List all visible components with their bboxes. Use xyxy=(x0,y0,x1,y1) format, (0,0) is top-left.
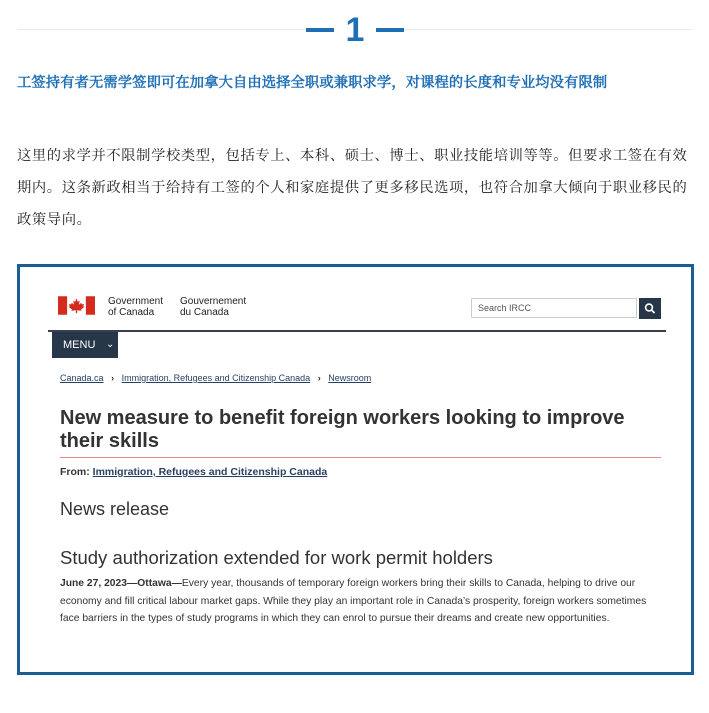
breadcrumb-newsroom[interactable]: Newsroom xyxy=(328,373,372,383)
breadcrumb-canada[interactable]: Canada.ca xyxy=(60,373,104,383)
canada-flag-icon xyxy=(58,296,95,315)
news-release-label: News release xyxy=(60,499,170,519)
title-rule xyxy=(60,457,661,458)
breadcrumb-ircc[interactable]: Immigration, Refugees and Citizenship Canada xyxy=(121,373,311,383)
section-header xyxy=(0,0,709,60)
from-line xyxy=(60,466,327,478)
section-headline: 工签持有者无需学签即可在加拿大自由选择全职或兼职求学，对课程的长度和专业均没有限制 xyxy=(17,75,608,91)
search-icon xyxy=(639,298,661,319)
body-paragraph: 这里的求学并不限制学校类型，包括专上、本科、硕士、博士、职业技能培训等等。但要求工签在有效期内。这条新政相当于给持有工签的个人和家庭提供了更多移民选项，也符合加拿大倾向于职业移民的政策导向。 xyxy=(17,148,688,228)
gov-wordmark-fr[interactable]: Gouvernement du Canada xyxy=(180,296,247,318)
dateline: June 27, 2023—Ottawa— xyxy=(60,578,182,589)
search-button[interactable] xyxy=(639,298,661,319)
release-subtitle: Study authorization extended for work permit holders xyxy=(60,547,493,568)
release-body: Every year, thousands of temporary foreign workers bring their skills to Canada, helping to drive our economy and fill critical labour market gaps. While they play an important role in Canada’s prosperity, foreign workers sometimes face barriers in the types of study programs in which they can enrol to pursue their dreams and create new opportunities. xyxy=(60,578,647,624)
breadcrumb xyxy=(60,373,371,383)
breadcrumb-separator-icon: › xyxy=(317,373,321,383)
header-dash-left xyxy=(306,28,334,32)
page-title: New measure to benefit foreign workers looking to improve their skills xyxy=(60,407,625,452)
menu-label: MENU xyxy=(63,339,96,351)
header-dash-right xyxy=(376,28,404,32)
release-paragraph xyxy=(60,575,660,628)
chevron-down-icon: ⌄ xyxy=(106,339,115,350)
from-label: From: xyxy=(60,466,90,478)
menu-button[interactable] xyxy=(52,332,118,358)
gc-header xyxy=(20,267,691,331)
embedded-screenshot xyxy=(17,264,694,675)
search-input[interactable]: Search IRCC xyxy=(471,298,637,318)
breadcrumb-separator-icon: › xyxy=(111,373,115,383)
gov-wordmark-en[interactable]: Government of Canada xyxy=(108,296,164,318)
from-org-link[interactable]: Immigration, Refugees and Citizenship Canada xyxy=(92,466,328,478)
header-rule xyxy=(48,330,666,332)
section-number: 1 xyxy=(334,8,376,52)
